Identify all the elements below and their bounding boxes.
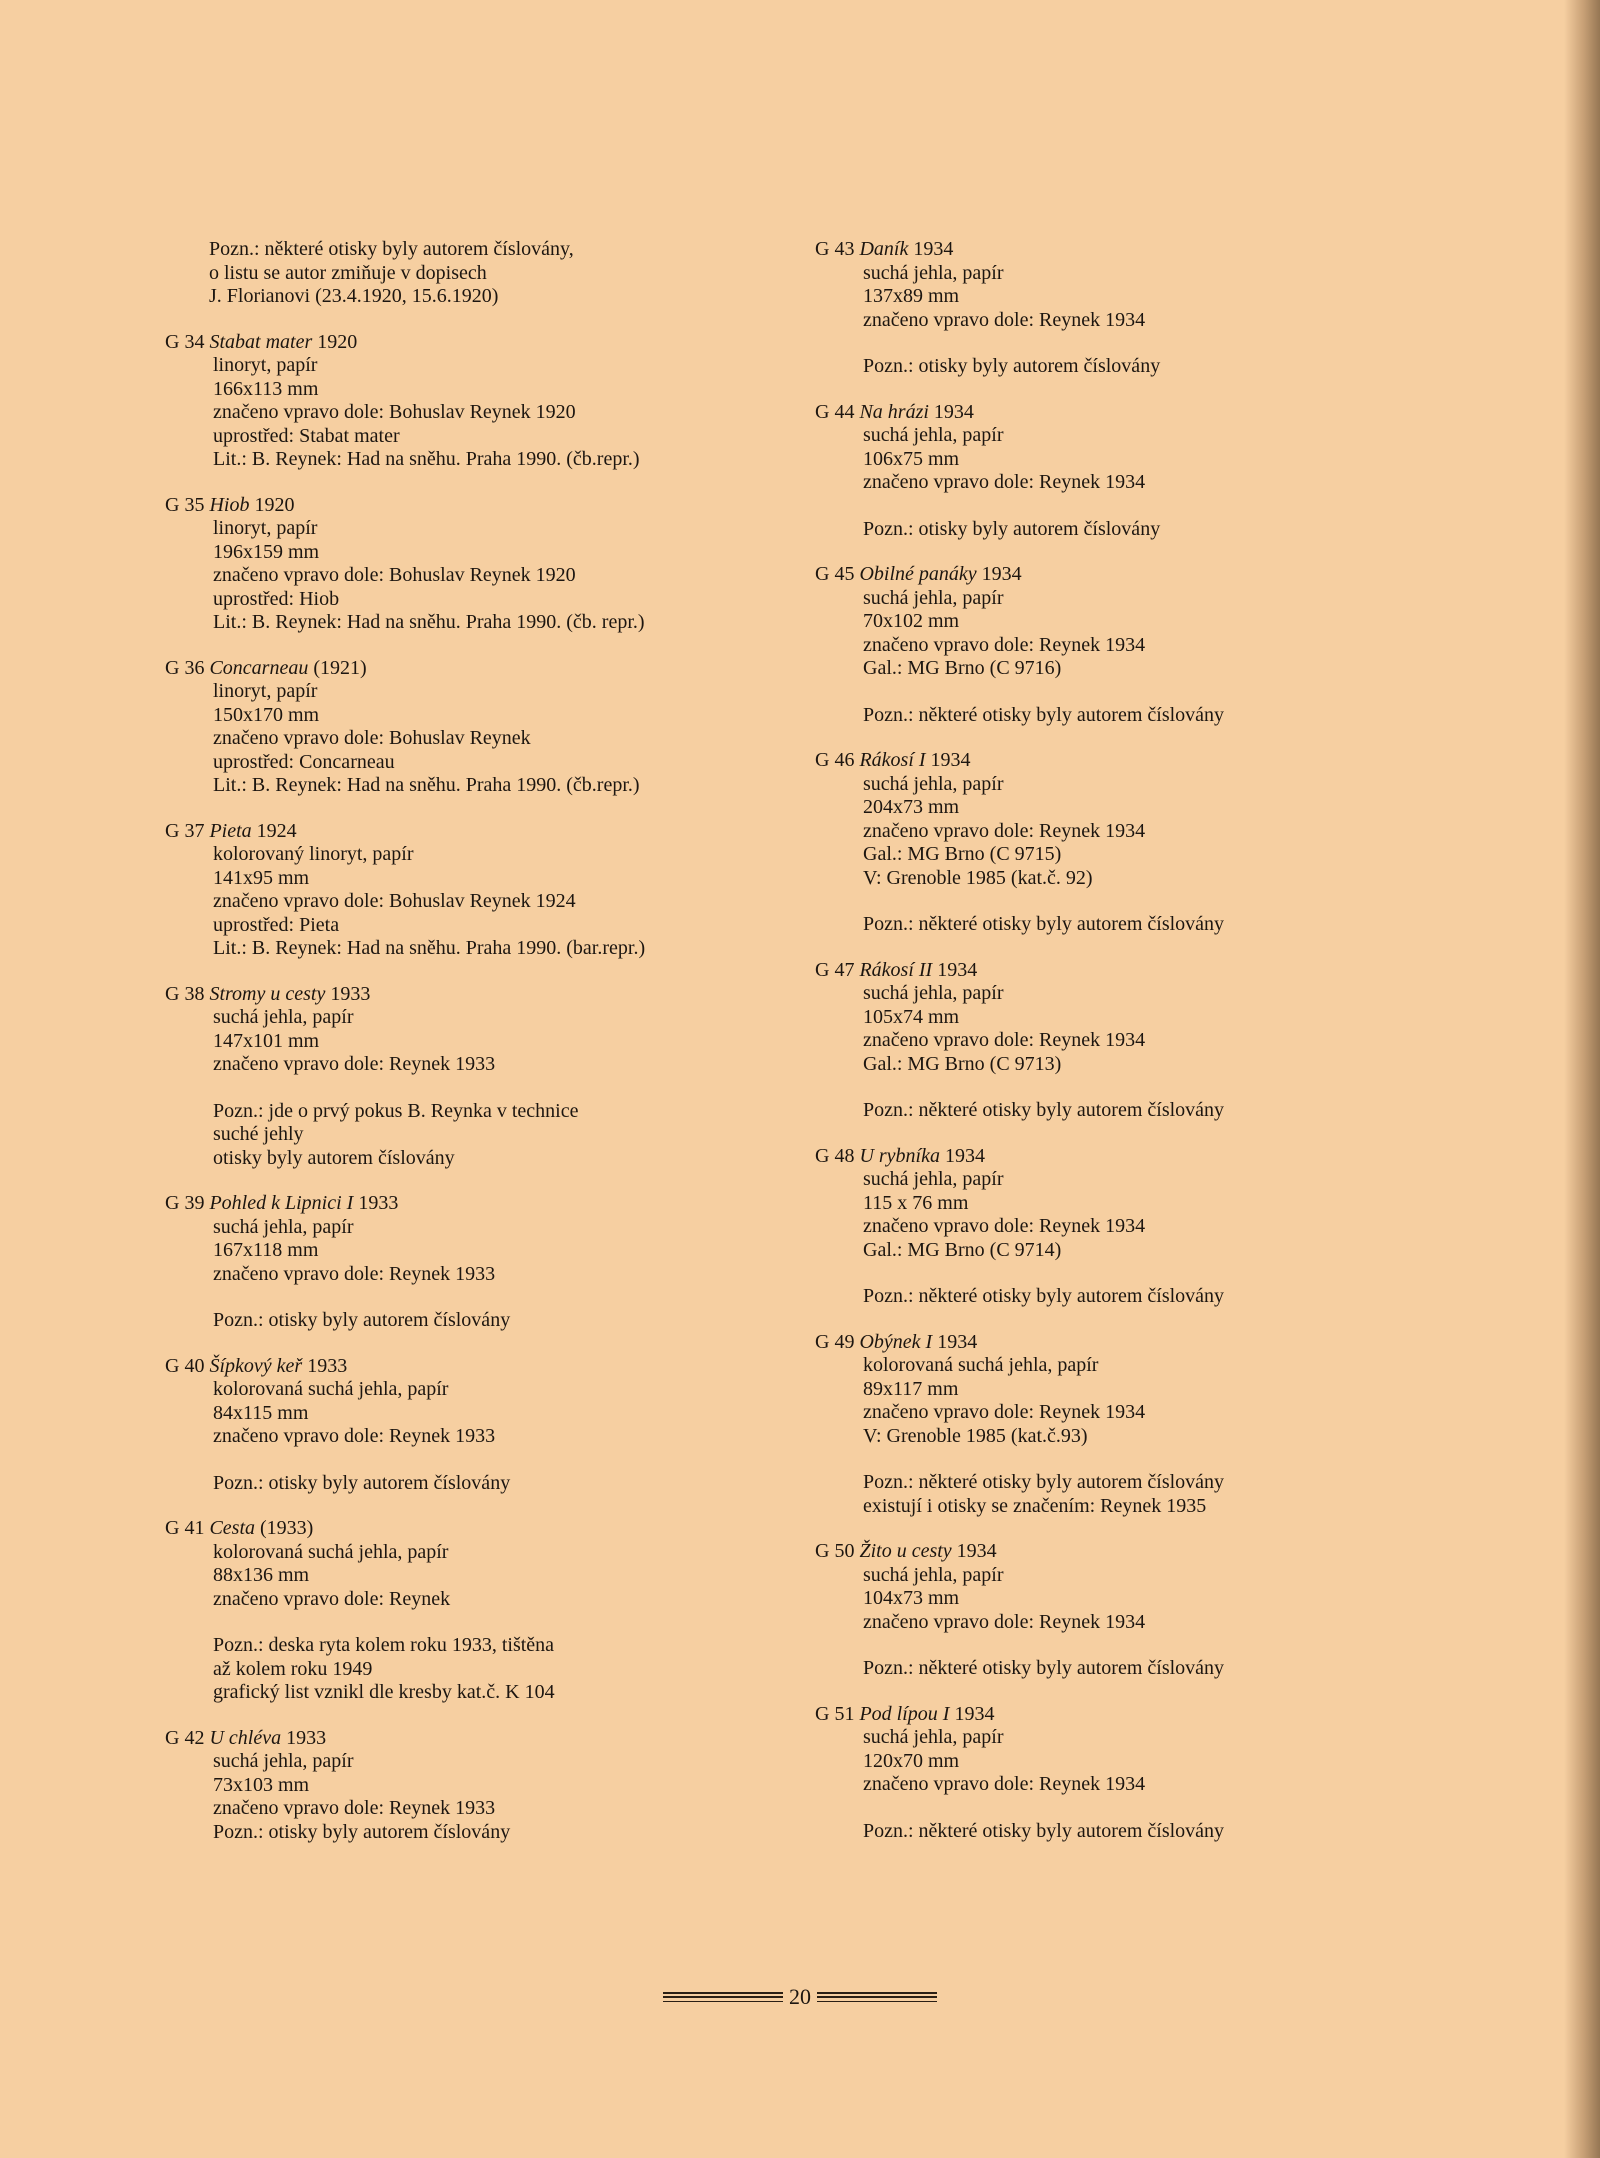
entry-number: G 41 [165, 1517, 205, 1539]
entry-heading [815, 401, 1375, 425]
entry-date: 1920 [254, 493, 295, 516]
entry-number: G 40 [165, 1354, 205, 1377]
entry-note-line: Pozn.: některé otisky byly autorem číslovány [863, 1285, 1225, 1307]
entry-date: (1933) [260, 1517, 314, 1539]
footer-rule-right [817, 1992, 937, 2002]
catalog-entry [815, 959, 1375, 1123]
entry-detail-line: 88x136 mm [213, 1564, 310, 1586]
entry-title: Concarneau [209, 656, 309, 679]
entry-heading [815, 749, 1375, 773]
entry-detail-line: 166x113 mm [213, 377, 319, 400]
entry-title: Rákosí II [859, 958, 933, 981]
entry-note-line: Pozn.: otisky byly autorem číslovány [863, 355, 1161, 377]
catalog-entry [815, 1145, 1375, 1309]
entry-number: G 45 [815, 563, 855, 585]
left-column [165, 238, 725, 1866]
page-footer [0, 1982, 1600, 2012]
catalog-entry [165, 820, 725, 961]
right-column [815, 238, 1375, 1865]
entry-details [165, 1006, 725, 1170]
entry-note-line: až kolem roku 1949 [213, 1657, 373, 1680]
entry-date: 1933 [358, 1192, 399, 1214]
entry-detail-line: V: Grenoble 1985 (kat.č.93) [863, 1424, 1088, 1447]
entry-number: G 35 [165, 493, 205, 516]
catalog-entry [815, 401, 1375, 542]
entry-details [815, 587, 1375, 728]
entry-title: Rákosí I [859, 749, 926, 771]
entry-detail-line: suchá jehla, papír [863, 1168, 1004, 1190]
catalog-entry [165, 1355, 725, 1496]
catalog-entry [165, 657, 725, 798]
entry-detail-line: značeno vpravo dole: Reynek 1934 [863, 1215, 1146, 1237]
entry-number: G 34 [165, 330, 205, 353]
entry-date: 1934 [930, 749, 971, 771]
entry-detail-line: 141x95 mm [213, 866, 310, 889]
preface-line: J. Florianovi (23.4.1920, 15.6.1920) [209, 285, 499, 307]
catalog-entry [815, 1331, 1375, 1519]
entry-heading [815, 1540, 1375, 1564]
entry-title: Obilné panáky [859, 563, 977, 585]
entry-detail-line: 70x102 mm [863, 610, 960, 632]
entry-detail-line: 104x73 mm [863, 1587, 960, 1609]
entry-number: G 38 [165, 982, 205, 1005]
entry-detail-line: suchá jehla, papír [863, 772, 1004, 795]
entry-heading [165, 983, 725, 1007]
entry-detail-line: 150x170 mm [213, 703, 320, 726]
entry-heading [165, 820, 725, 844]
entry-detail-line: uprostřed: Stabat mater [213, 424, 400, 447]
entry-detail-line: Lit.: B. Reynek: Had na sněhu. Praha 1990. (čb.repr.) [213, 448, 640, 470]
entry-note-line: Pozn.: otisky byly autorem číslovány [863, 517, 1161, 540]
entry-detail-line: uprostřed: Concarneau [213, 750, 395, 773]
entry-details [815, 1564, 1375, 1681]
entry-detail-line: značeno vpravo dole: Reynek 1934 [863, 1401, 1146, 1423]
entry-gap [863, 1076, 1375, 1099]
entry-date: 1934 [954, 1702, 995, 1725]
entry-detail-line: kolorovaná suchá jehla, papír [863, 1354, 1099, 1376]
entry-heading [815, 959, 1375, 983]
entry-title: Stromy u cesty [209, 982, 326, 1005]
entry-detail-line: značeno vpravo dole: Reynek 1934 [863, 1029, 1146, 1051]
entry-date: 1934 [981, 563, 1022, 585]
entry-details [815, 982, 1375, 1123]
entry-gap [213, 1449, 725, 1472]
entry-detail-line: suchá jehla, papír [863, 261, 1004, 284]
entry-gap [863, 890, 1375, 913]
entry-details [165, 1541, 725, 1705]
entry-detail-line: Gal.: MG Brno (C 9714) [863, 1238, 1062, 1261]
entry-number: G 37 [165, 819, 205, 842]
catalog-entry [815, 749, 1375, 937]
entry-details [815, 262, 1375, 379]
entry-details [165, 843, 725, 961]
entry-detail-line: suchá jehla, papír [863, 586, 1004, 609]
entry-details [815, 1726, 1375, 1843]
entry-gap [213, 1286, 725, 1309]
entry-detail-line: 105x74 mm [863, 1005, 960, 1028]
entry-heading [165, 331, 725, 355]
catalog-entry [815, 563, 1375, 727]
entry-detail-line: značeno vpravo dole: Bohuslav Reynek 1920 [213, 564, 576, 586]
entry-title: Na hrázi [859, 400, 929, 423]
entry-note-line: Pozn.: otisky byly autorem číslovány [213, 1309, 511, 1331]
entry-title: Obýnek I [859, 1330, 933, 1353]
entry-note-line: Pozn.: některé otisky byly autorem číslovány [863, 913, 1225, 935]
catalog-entry [815, 1703, 1375, 1844]
entry-detail-line: značeno vpravo dole: Reynek 1933 [213, 1425, 496, 1447]
entry-details [815, 424, 1375, 541]
entry-detail-line: značeno vpravo dole: Reynek 1933 [213, 1797, 496, 1819]
entry-number: G 44 [815, 400, 855, 423]
entry-heading [165, 1727, 725, 1751]
entry-detail-line: linoryt, papír [213, 517, 318, 539]
entry-detail-line: 106x75 mm [863, 447, 960, 470]
entry-date: 1934 [913, 238, 954, 260]
entry-date: 1920 [317, 330, 358, 353]
entry-date: (1921) [313, 656, 367, 679]
entry-title: Cesta [209, 1517, 256, 1539]
entry-details [165, 517, 725, 635]
entry-title: U rybníka [859, 1144, 940, 1167]
entry-title: Daník [859, 238, 909, 260]
entry-details [815, 1168, 1375, 1309]
catalog-entry [165, 1727, 725, 1845]
catalog-entry [815, 1540, 1375, 1681]
entry-date: 1933 [286, 1726, 327, 1749]
entry-detail-line: kolorovaná suchá jehla, papír [213, 1378, 449, 1400]
entry-note-line: Pozn.: otisky byly autorem číslovány [213, 1471, 511, 1494]
entry-detail-line: značeno vpravo dole: Reynek 1933 [213, 1053, 496, 1075]
entry-note-line: Pozn.: některé otisky byly autorem číslovány [863, 1471, 1225, 1493]
entry-heading [165, 1517, 725, 1541]
left-catalog-entries [165, 331, 725, 1845]
entry-detail-line: 115 x 76 mm [863, 1191, 969, 1214]
entry-title: Šípkový keř [209, 1354, 303, 1377]
catalog-entry [815, 238, 1375, 379]
entry-detail-line: Pozn.: otisky byly autorem číslovány [213, 1820, 511, 1843]
entry-number: G 39 [165, 1192, 205, 1214]
entry-title: Pohled k Lipnici I [209, 1192, 354, 1214]
entry-date: 1934 [937, 1330, 978, 1353]
entry-detail-line: 120x70 mm [863, 1749, 960, 1772]
entry-details [165, 1378, 725, 1495]
entry-detail-line: Lit.: B. Reynek: Had na sněhu. Praha 1990. (bar.repr.) [213, 937, 646, 959]
entry-date: 1934 [933, 400, 974, 423]
entry-detail-line: suchá jehla, papír [863, 1563, 1004, 1586]
entry-date: 1933 [330, 982, 371, 1005]
preface-note [165, 238, 725, 309]
entry-detail-line: suchá jehla, papír [863, 424, 1004, 446]
catalog-entry [165, 494, 725, 635]
entry-detail-line: 137x89 mm [863, 285, 960, 307]
entry-detail-line: linoryt, papír [213, 354, 318, 376]
entry-detail-line: 204x73 mm [863, 796, 960, 818]
entry-title: Pod lípou I [859, 1702, 950, 1725]
entry-detail-line: 147x101 mm [213, 1029, 320, 1052]
entry-title: Hiob [209, 493, 250, 516]
entry-details [165, 354, 725, 472]
entry-detail-line: značeno vpravo dole: Reynek 1934 [863, 471, 1146, 493]
entry-number: G 42 [165, 1726, 205, 1749]
entry-heading [165, 1192, 725, 1216]
entry-detail-line: značeno vpravo dole: Bohuslav Reynek 1924 [213, 890, 576, 912]
entry-note-line: otisky byly autorem číslovány [213, 1146, 455, 1169]
entry-heading [165, 1355, 725, 1379]
entry-number: G 43 [815, 238, 855, 260]
entry-detail-line: V: Grenoble 1985 (kat.č. 92) [863, 866, 1093, 889]
entry-detail-line: 89x117 mm [863, 1377, 959, 1400]
entry-detail-line: značeno vpravo dole: Reynek 1934 [863, 819, 1146, 842]
catalog-entry [165, 1517, 725, 1705]
entry-gap [863, 681, 1375, 704]
right-catalog-entries [815, 238, 1375, 1843]
entry-detail-line: kolorovaný linoryt, papír [213, 843, 414, 865]
entry-heading [815, 238, 1375, 262]
entry-heading [815, 1331, 1375, 1355]
entry-number: G 47 [815, 958, 855, 981]
entry-heading [165, 657, 725, 681]
entry-title: Stabat mater [209, 330, 313, 353]
entry-details [165, 1750, 725, 1844]
entry-gap [863, 332, 1375, 355]
entry-date: 1934 [937, 958, 978, 981]
entry-details [165, 1216, 725, 1333]
entry-detail-line: 167x118 mm [213, 1239, 319, 1261]
entry-number: G 49 [815, 1330, 855, 1353]
entry-heading [165, 494, 725, 518]
entry-detail-line: značeno vpravo dole: Bohuslav Reynek 1920 [213, 401, 576, 423]
entry-date: 1924 [256, 819, 297, 842]
page-number: 20 [789, 1984, 811, 2009]
entry-detail-line: suchá jehla, papír [213, 1750, 354, 1772]
entry-date: 1934 [956, 1540, 997, 1562]
entry-detail-line: značeno vpravo dole: Bohuslav Reynek [213, 727, 531, 749]
entry-number: G 48 [815, 1144, 855, 1167]
entry-title: Pieta [209, 819, 252, 842]
entry-detail-line: suchá jehla, papír [863, 1726, 1004, 1748]
entry-heading [815, 563, 1375, 587]
entry-detail-line: 196x159 mm [213, 540, 320, 563]
entry-note-line: Pozn.: některé otisky byly autorem číslovány [863, 703, 1225, 726]
entry-detail-line: značeno vpravo dole: Reynek 1934 [863, 1773, 1146, 1795]
entry-date: 1933 [307, 1354, 348, 1377]
entry-gap [863, 1262, 1375, 1285]
entry-detail-line: 73x103 mm [213, 1773, 310, 1796]
entry-detail-line: suchá jehla, papír [213, 1006, 354, 1028]
entry-detail-line: Gal.: MG Brno (C 9716) [863, 657, 1062, 679]
entry-gap [863, 1797, 1375, 1820]
entry-gap [213, 1611, 725, 1634]
entry-detail-line: Gal.: MG Brno (C 9713) [863, 1052, 1062, 1075]
entry-detail-line: značeno vpravo dole: Reynek 1934 [863, 1610, 1146, 1633]
entry-date: 1934 [945, 1144, 985, 1167]
footer-rule-left [663, 1992, 783, 2002]
catalog-entry [165, 983, 725, 1171]
entry-gap [863, 1448, 1375, 1471]
entry-detail-line: značeno vpravo dole: Reynek 1934 [863, 308, 1146, 331]
entry-detail-line: Gal.: MG Brno (C 9715) [863, 843, 1062, 865]
entry-details [815, 1354, 1375, 1518]
entry-details [815, 773, 1375, 937]
entry-note-line: Pozn.: některé otisky byly autorem číslovány [863, 1099, 1225, 1121]
entry-number: G 50 [815, 1540, 855, 1562]
entry-note-line: Pozn.: některé otisky byly autorem číslovány [863, 1657, 1225, 1679]
entry-gap [863, 1634, 1375, 1657]
entry-note-line: Pozn.: některé otisky byly autorem číslovány [863, 1819, 1225, 1842]
entry-detail-line: kolorovaná suchá jehla, papír [213, 1540, 449, 1563]
catalog-entry [165, 331, 725, 472]
catalog-entry [165, 1192, 725, 1333]
entry-note-line: Pozn.: deska ryta kolem roku 1933, tištěna [213, 1634, 555, 1656]
entry-detail-line: suchá jehla, papír [863, 982, 1004, 1004]
entry-detail-line: značeno vpravo dole: Reynek 1933 [213, 1262, 496, 1285]
entry-detail-line: značeno vpravo dole: Reynek 1934 [863, 633, 1146, 656]
entry-number: G 36 [165, 656, 205, 679]
entry-detail-line: uprostřed: Pieta [213, 913, 340, 936]
entry-detail-line: Lit.: B. Reynek: Had na sněhu. Praha 1990. (čb.repr.) [213, 774, 640, 796]
entry-detail-line: 84x115 mm [213, 1401, 309, 1424]
entry-note-line: suché jehly [213, 1123, 304, 1145]
entry-gap [863, 495, 1375, 518]
entry-detail-line: suchá jehla, papír [213, 1215, 354, 1238]
entry-detail-line: uprostřed: Hiob [213, 587, 340, 610]
entry-number: G 51 [815, 1702, 855, 1725]
entry-details [165, 680, 725, 798]
entry-detail-line: značeno vpravo dole: Reynek [213, 1587, 451, 1610]
page-edge-shadow [1564, 0, 1600, 2158]
entry-detail-line: linoryt, papír [213, 680, 318, 702]
entry-number: G 46 [815, 749, 855, 771]
preface-line: o listu se autor zmiňuje v dopisech [209, 261, 487, 284]
entry-heading [815, 1703, 1375, 1727]
entry-gap [213, 1077, 725, 1100]
entry-title: U chlévа [209, 1726, 282, 1749]
entry-heading [815, 1145, 1375, 1169]
entry-note-line: existují i otisky se značením: Reynek 1935 [863, 1494, 1207, 1517]
entry-note-line: grafický list vznikl dle kresby kat.č. K 104 [213, 1681, 555, 1703]
preface-line: Pozn.: některé otisky byly autorem číslovány, [209, 238, 574, 260]
entry-detail-line: Lit.: B. Reynek: Had na sněhu. Praha 1990. (čb. repr.) [213, 611, 645, 633]
entry-note-line: Pozn.: jde o prvý pokus B. Reynka v technice [213, 1099, 579, 1122]
entry-title: Žito u cesty [859, 1540, 952, 1562]
